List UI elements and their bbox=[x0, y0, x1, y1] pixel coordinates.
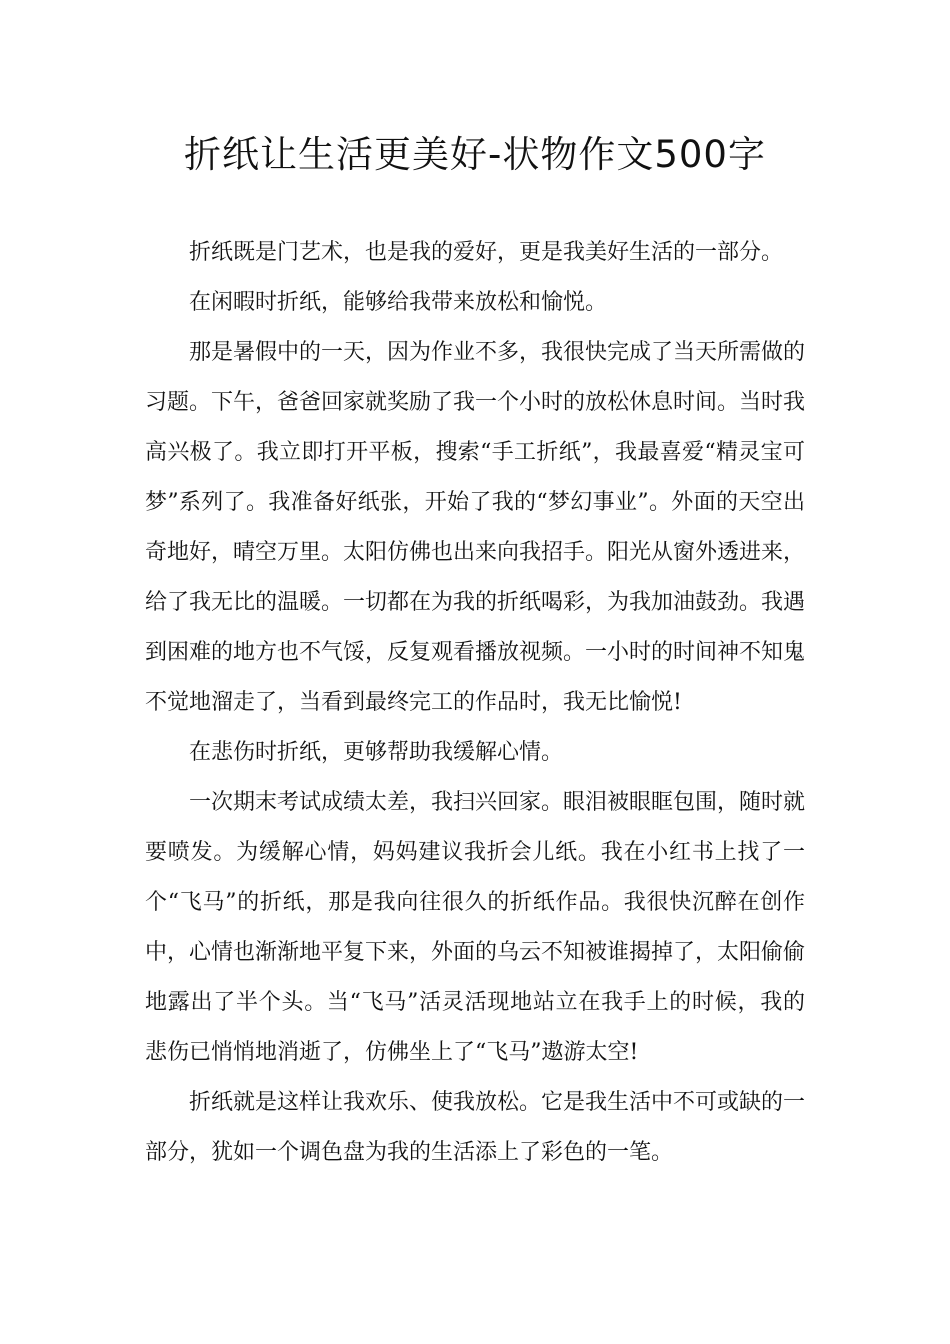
paragraph-2: 在闲暇时折纸，能够给我带来放松和愉悦。 bbox=[189, 290, 608, 315]
paragraph-5: 一次期末考试成绩太差，我扫兴回家。眼泪被眼眶包围，随时就要喷发。为缓解心情，妈妈建议我折会儿纸。我在小红书上找了一个“飞马”的折纸，那是我向往很久的折纸作品。我很快沉醉在创作中，心情也渐渐地平复下来，外面的乌云不知被谁揭掉了，太阳偷偷地露出了半个头。当“飞马”活灵活现地站立在我手上的时候，我的悲伤已悄悄地消逝了，仿佛坐上了“飞马”遨游太空! bbox=[145, 790, 806, 1065]
paragraph-4: 在悲伤时折纸，更够帮助我缓解心情。 bbox=[189, 740, 564, 765]
paragraph-3: 那是暑假中的一天，因为作业不多，我很快完成了当天所需做的习题。下午，爸爸回家就奖励了我一个小时的放松休息时间。当时我高兴极了。我立即打开平板，搜索“手工折纸”，我最喜爱“精灵宝可梦”系列了。我准备好纸张，开始了我的“梦幻事业”。外面的天空出奇地好，晴空万里。太阳仿佛也出来向我招手。阳光从窗外透进来，给了我无比的温暖。一切都在为我的折纸喝彩，为我加油鼓劲。我遇到困难的地方也不气馁，反复观看播放视频。一小时的时间神不知鬼不觉地溜走了，当看到最终完工的作品时，我无比愉悦! bbox=[145, 340, 806, 715]
paragraph-1: 折纸既是门艺术，也是我的爱好，更是我美好生活的一部分。 bbox=[189, 240, 784, 265]
document-title: 折纸让生活更美好-状物作文500字 bbox=[184, 133, 766, 176]
paragraph-6: 折纸就是这样让我欢乐、使我放松。它是我生活中不可或缺的一部分，犹如一个调色盘为我的生活添上了彩色的一笔。 bbox=[145, 1090, 806, 1165]
document-body bbox=[145, 228, 805, 1178]
